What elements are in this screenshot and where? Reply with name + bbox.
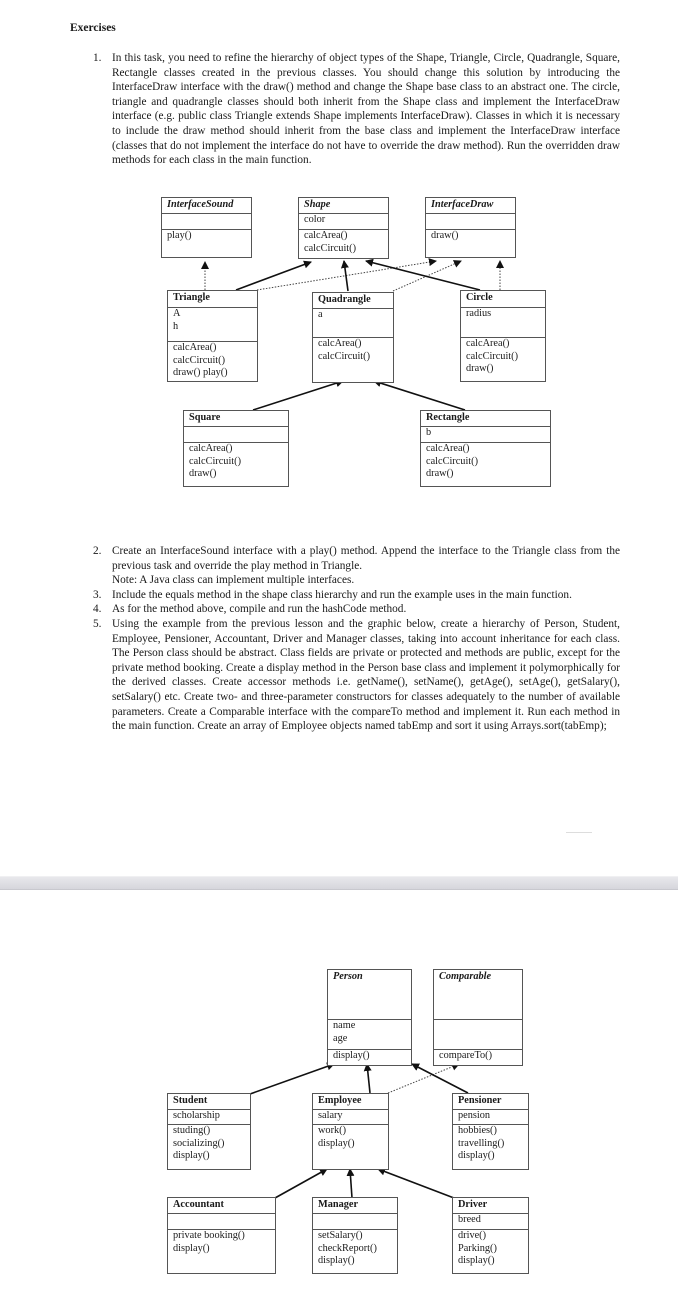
class-name: Pensioner [458, 1095, 502, 1106]
class-methods [328, 1049, 411, 1065]
item-number: 2. [93, 545, 102, 557]
class-name: Person [333, 971, 363, 982]
item-note: Note: A Java class can implement multiple interfaces. [112, 574, 355, 587]
extends-arrow-driver-to-employee [378, 1169, 454, 1198]
item-text: As for the method above, compile and run the hashCode method. [112, 603, 407, 616]
implements-arrow-employee-to-comparable [388, 1064, 459, 1093]
class-attribute: pension [458, 1110, 491, 1121]
class-attributes [313, 308, 393, 337]
class-attributes [434, 1019, 522, 1049]
class-methods [168, 1124, 250, 1169]
class-methods [453, 1229, 528, 1273]
class-methods [421, 442, 550, 486]
class-box-accountant [167, 1197, 276, 1274]
class-method: display() [318, 1255, 355, 1266]
extends-arrow-pensioner-to-person [412, 1064, 468, 1093]
class-attributes [328, 1019, 411, 1049]
class-box-manager [312, 1197, 398, 1274]
item-number: 4. [93, 603, 102, 616]
class-attribute: b [426, 427, 432, 438]
class-box-comparable [433, 969, 523, 1066]
class-box-triangle [167, 290, 258, 382]
class-method: calcCircuit() [426, 455, 479, 467]
class-method: calcCircuit() [304, 242, 357, 254]
class-attribute: color [304, 214, 326, 225]
item-text: In this task, you need to refine the hierarchy of object types of the Shape, Triangle, Circle, Quadrangle, Square, Rectangle classes created in the previous classes. You should change this solution by introducing the InterfaceDraw interface with the draw() method and change the Shape base class to an abstract one. The circle, triangle and quadrangle classes should both inherit from the Shape class and implement the InterfaceDraw interface (e.g. public class Triangle extends Shape implements InterfaceDraw). Classes in which it is necessary to include the draw method should inherit from the base class and implement the InterfaceDraw interface (classes that do not implement the interface do not have to override the draw method). Run the overridden draw methods for each class in the main function. [112, 52, 620, 167]
extends-arrow-quadrangle-to-shape [344, 261, 348, 291]
class-name: Accountant [173, 1199, 224, 1210]
class-attributes [184, 426, 288, 442]
class-method: studing() [173, 1125, 211, 1136]
class-attribute: age [333, 1032, 348, 1044]
class-methods [313, 337, 393, 382]
class-name: Student [173, 1095, 208, 1106]
extends-arrow-circle-to-shape [366, 261, 480, 290]
class-method: work() [318, 1125, 347, 1136]
item-text: Using the example from the previous lesson and the graphic below, create a hierarchy of Person, Student, Employee, Pensioner, Accountant, Driver and Manager classes, taking into account inheritance for each class. The Person class should be abstract. Class fields are private or protected and methods are public, except for the private method booking. Create a display method in the Person base class and implement it polymorphically for the derived classes. Create accessor methods i.e. getName(), setName(), getAge(), setAge(), getSalary(), setSalary() etc. Create two- and three-parameter constructors for classes adequately to the number of available parameters. Create a Comparable interface with the compareTo method and implement it. Run each method in the main function. Create an array of Employee objects named tabEmp and sort it using Arrays.sort(tabEmp); [112, 617, 620, 733]
class-box-rectangle [420, 410, 551, 487]
class-attribute: name [333, 1020, 356, 1031]
class-method: play() [167, 230, 192, 241]
class-attribute: scholarship [173, 1110, 220, 1121]
class-methods [313, 1124, 388, 1169]
class-box-circle [460, 290, 546, 382]
class-method: draw() [189, 468, 217, 479]
class-name: Shape [304, 199, 331, 210]
class-method: calcArea() [304, 230, 348, 241]
extends-arrow-employee-to-person [367, 1064, 370, 1093]
class-methods [299, 229, 388, 258]
class-name: Square [189, 412, 221, 423]
item-number: 5. [93, 617, 102, 630]
class-name: Comparable [439, 971, 492, 982]
class-name: Triangle [173, 292, 210, 303]
class-box-employee [312, 1093, 389, 1170]
class-method: private booking() [173, 1230, 245, 1241]
class-method: travelling() [458, 1137, 505, 1149]
class-method: checkReport() [318, 1242, 377, 1254]
class-attribute: radius [466, 308, 492, 319]
class-method: calcArea() [318, 338, 362, 349]
exercises-heading: Exercises [70, 22, 116, 34]
class-methods [184, 442, 288, 486]
class-method: hobbies() [458, 1125, 497, 1136]
class-method: compareTo() [439, 1050, 493, 1061]
extends-arrow-rectangle-to-quadrangle [374, 381, 465, 410]
class-box-pensioner [452, 1093, 529, 1170]
class-attribute: A [173, 308, 181, 319]
class-name: Rectangle [426, 412, 470, 423]
class-method: calcCircuit() [189, 455, 242, 467]
class-methods [426, 229, 515, 257]
class-method: display() [318, 1137, 355, 1149]
class-attribute: a [318, 309, 323, 320]
class-attributes [299, 213, 388, 229]
class-method: display() [458, 1255, 495, 1266]
class-box-person [327, 969, 412, 1066]
class-attributes [313, 1213, 397, 1229]
class-method: display() [173, 1242, 210, 1254]
class-methods [453, 1124, 528, 1169]
class-method: socializing() [173, 1137, 225, 1149]
item-number: 1. [93, 52, 102, 64]
class-methods [162, 229, 251, 257]
class-box-interfacedraw [425, 197, 516, 258]
class-attribute: h [173, 320, 179, 332]
class-name: Employee [318, 1095, 362, 1106]
class-attributes [168, 1109, 250, 1124]
class-method: setSalary() [318, 1230, 363, 1241]
class-attributes [168, 307, 257, 341]
item-text: Create an InterfaceSound interface with a play() method. Append the interface to the Triangle class from the previous task and override the play method in Triangle. [112, 545, 620, 572]
class-name: Manager [318, 1199, 359, 1210]
class-attribute: breed [458, 1214, 481, 1225]
class-methods [313, 1229, 397, 1273]
class-method: calcArea() [466, 338, 510, 349]
class-attributes [426, 213, 515, 229]
extends-arrow-square-to-quadrangle [253, 381, 343, 410]
class-method: draw() play() [173, 367, 228, 378]
extends-arrow-accountant-to-employee [275, 1169, 327, 1198]
class-name: Circle [466, 292, 493, 303]
class-methods [434, 1049, 522, 1065]
class-methods [461, 337, 545, 381]
class-method: draw() [466, 363, 494, 374]
item-text: Include the equals method in the shape class hierarchy and run the example uses in the main function. [112, 588, 572, 601]
class-name: InterfaceDraw [431, 199, 494, 210]
class-methods [168, 1229, 275, 1273]
class-attributes [453, 1109, 528, 1124]
class-methods [168, 341, 257, 381]
class-method: calcArea() [426, 443, 470, 454]
class-method: calcCircuit() [466, 350, 519, 362]
class-attributes [162, 213, 251, 229]
class-box-shape [298, 197, 389, 259]
class-method: calcCircuit() [173, 354, 226, 366]
class-name: Quadrangle [318, 294, 371, 305]
class-box-student [167, 1093, 251, 1170]
class-method: calcArea() [173, 342, 217, 353]
class-attributes [168, 1213, 275, 1229]
class-box-square [183, 410, 289, 487]
class-box-driver [452, 1197, 529, 1274]
class-method: calcCircuit() [318, 350, 371, 362]
class-attribute: salary [318, 1110, 343, 1121]
class-attributes [453, 1213, 528, 1229]
item-number: 3. [93, 588, 102, 601]
class-attributes [421, 426, 550, 442]
extends-arrow-manager-to-employee [350, 1169, 352, 1198]
class-name: InterfaceSound [167, 199, 234, 210]
class-name: Driver [458, 1199, 488, 1210]
class-attributes [461, 307, 545, 337]
extends-arrow-student-to-person [250, 1064, 334, 1094]
class-method: display() [173, 1150, 210, 1161]
class-method: display() [458, 1150, 495, 1161]
class-box-quadrangle [312, 292, 394, 383]
class-method: draw() [431, 230, 459, 241]
class-method: calcArea() [189, 443, 233, 454]
extends-arrow-triangle-to-shape [236, 262, 311, 290]
class-attributes [313, 1109, 388, 1124]
class-method: drive() [458, 1230, 487, 1241]
class-box-interfacesound [161, 197, 252, 258]
class-method: draw() [426, 468, 454, 479]
class-method: display() [333, 1050, 370, 1061]
class-method: Parking() [458, 1242, 497, 1254]
